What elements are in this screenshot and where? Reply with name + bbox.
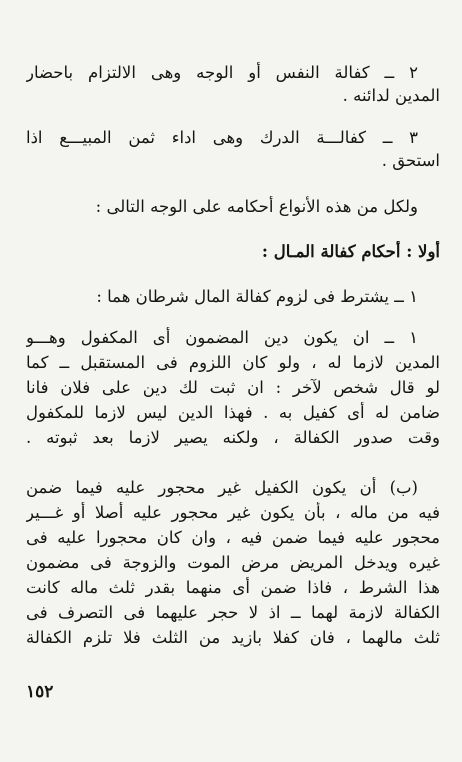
condition-b-line-4: غيره ويدخل المريض مرض الموت والزوجة فى مضمون	[26, 553, 440, 572]
condition-a-line-5: وقت صدور الكفالة ، ولكنه يصير لازما بعد ثبوته .	[26, 428, 440, 447]
paragraph-3-line-1: ٣ ــ كفالـــة الدرك وهى اداء ثمن المبيـــع اذا	[26, 128, 418, 147]
condition-b-line-1: (ب) أن يكون الكفيل غير محجور عليه فيما ضمن	[26, 478, 418, 497]
condition-b-line-7: ثلث مالهما ، فان كفلا بازيد من الثلث فلا تلزم الكفالة	[26, 628, 440, 647]
paragraph-2-line-2: المدين لدائنه .	[342, 86, 440, 105]
condition-a-line-4: ضامن له أى كفيل به . فهذا الدين ليس لازما للمكفول	[26, 403, 440, 422]
section-heading: أولا : أحكام كفالة المـال :	[261, 242, 440, 261]
condition-b-line-5: هذا الشرط ، فاذا ضمن أى منهما بقدر ثلث ماله كانت	[26, 578, 440, 597]
paragraph-3-line-2: استحق .	[381, 151, 440, 170]
intro-paragraph: ولكل من هذه الأنواع أحكامه على الوجه التالى :	[95, 197, 418, 216]
condition-intro: ١ ــ يشترط فى لزوم كفالة المال شرطان هما :	[96, 287, 418, 306]
condition-a-line-1: ١ ــ ان يكون دين المضمون أى المكفول وهـــو	[26, 328, 418, 347]
paragraph-2-line-1: ٢ ــ كفالة النفس أو الوجه وهى الالتزام باحضار	[26, 63, 418, 82]
condition-b-line-2: فيه من ماله ، بأن يكون غير محجور عليه أصلا أو غـــير	[26, 503, 440, 522]
condition-b-line-6: الكفالة لازمة لهما ــ اذ لا حجر عليهما فى التصرف فى	[26, 603, 440, 622]
page-number: ١٥٢	[26, 682, 54, 702]
condition-a-line-3: لو قال شخص لآخر : ان ثبت لك دين على فلان فانا	[26, 378, 440, 397]
condition-b-line-3: محجور عليه فيما ضمن فيه ، وان كان محجورا عليه فى	[26, 528, 440, 547]
condition-a-line-2: المدين لازما له ، ولو كان اللزوم فى المستقبل ــ كما	[26, 353, 440, 372]
